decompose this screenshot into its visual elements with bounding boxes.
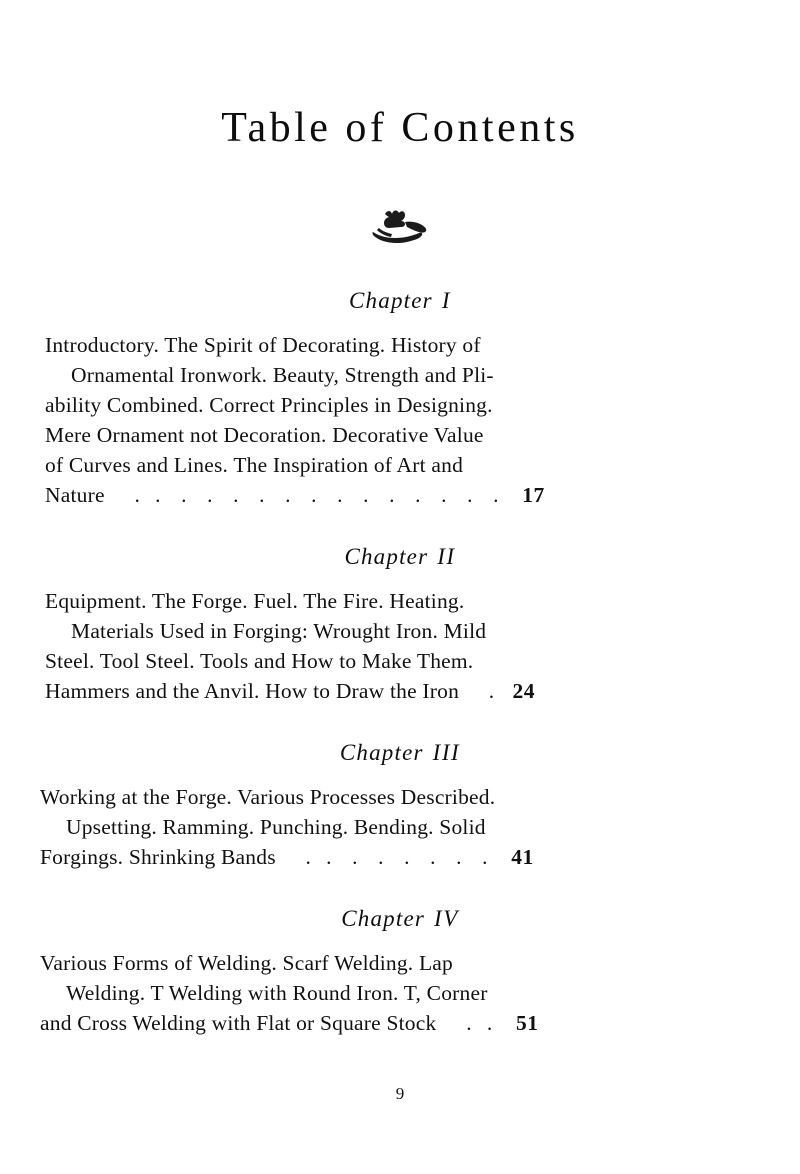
entry-line: Various Forms of Welding. Scarf Welding. Lap: [40, 951, 453, 975]
entry-line: and Cross Welding with Flat or Square Stock: [40, 1011, 437, 1035]
toc-entry-chapter-4[interactable]: [0, 906, 800, 1038]
page-number-2[interactable]: 24: [512, 679, 536, 703]
entry-line: Working at the Forge. Various Processes Described.: [40, 785, 496, 809]
chapter-heading-3: [0, 740, 800, 766]
entry-line: Equipment. The Forge. Fuel. The Fire. Heating.: [45, 589, 465, 613]
chapter-label-4: Chapter: [341, 906, 426, 931]
entry-summary-3: [40, 782, 740, 872]
chapter-heading-4: [0, 906, 800, 932]
entry-line: Steel. Tool Steel. Tools and How to Make Them.: [45, 649, 474, 673]
chapter-label-2: Chapter: [344, 544, 429, 569]
toc-entry-chapter-3[interactable]: [0, 740, 800, 872]
dot-leaders-3: . . . . . . . .: [305, 845, 488, 869]
entry-line: Forgings. Shrinking Bands: [40, 845, 276, 869]
chapter-label-3: Chapter: [339, 740, 424, 765]
toc-entry-chapter-1[interactable]: [0, 288, 800, 510]
chapter-numeral-3: III: [432, 740, 461, 765]
entry-line: Introductory. The Spirit of Decorating. History of: [45, 333, 481, 357]
entry-line: Mere Ornament not Decoration. Decorative Value: [45, 423, 484, 447]
page-number-3[interactable]: 41: [511, 845, 534, 869]
folio-page-number: 9: [395, 1084, 405, 1103]
entry-line: Welding. T Welding with Round Iron. T, Corner: [66, 981, 488, 1005]
page-number-4[interactable]: 51: [515, 1011, 539, 1035]
entry-line: Hammers and the Anvil. How to Draw the Iron: [45, 679, 460, 703]
floral-leaf-ornament: [0, 206, 800, 254]
entry-line: Upsetting. Ramming. Punching. Bending. Solid: [66, 815, 486, 839]
entry-line: ability Combined. Correct Principles in Designing.: [45, 393, 493, 417]
page-title: Table of Contents: [221, 105, 579, 151]
dot-leaders-1: . . . . . . . . . . . . . . .: [134, 483, 499, 507]
entry-summary-2: Equipment. The Forge. Fuel. The Fire. Heating. Materials Used in Forging: Wrought Iron. Mild Steel. Tool Steel. Tools and How to Make Them. Hammers and the Anvil. How to Draw the Iron . 24: [45, 589, 536, 703]
entry-summary-1: [45, 330, 695, 510]
chapter-numeral-2: II: [437, 544, 456, 569]
chapter-numeral-1: I: [441, 288, 451, 313]
page-number-1[interactable]: 17: [522, 483, 545, 507]
chapter-heading-2: [0, 544, 800, 570]
entry-line: Materials Used in Forging: Wrought Iron. Mild: [71, 619, 487, 643]
entry-line: Nature: [45, 483, 105, 507]
chapter-heading-1: [0, 288, 800, 314]
toc-entry-list: [0, 288, 800, 1038]
chapter-label-1: Chapter: [349, 288, 433, 313]
chapter-numeral-4: IV: [434, 906, 459, 931]
dot-leaders-4: . .: [466, 1011, 493, 1035]
entry-summary-4: [40, 948, 740, 1038]
entry-line: Ornamental Ironwork. Beauty, Strength and Pli-: [71, 363, 494, 387]
entry-line: of Curves and Lines. The Inspiration of Art and: [45, 453, 464, 477]
toc-entry-chapter-2[interactable]: [0, 544, 800, 706]
